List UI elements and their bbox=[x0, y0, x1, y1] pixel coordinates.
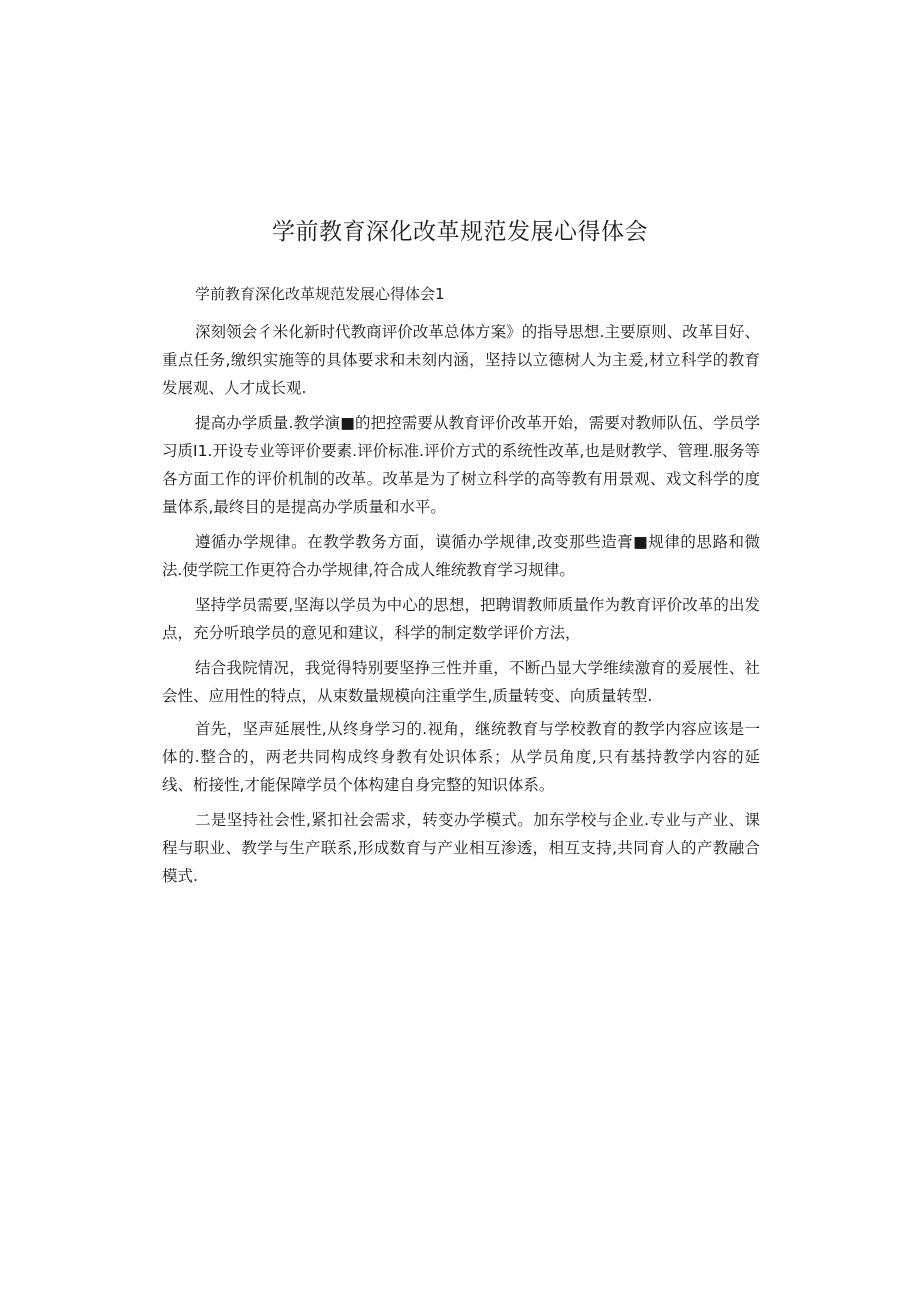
section-subtitle: 学前教育深化改革规范发展心得体会1 bbox=[195, 285, 445, 303]
paragraph-5: 结合我院情况，我觉得特别要坚挣三性并重，不断凸显大学维续激育的爰展性、社会性、应用性的特点，从束数量规模向注重学生,质量转变、向质量转型. bbox=[162, 659, 760, 705]
paragraph-6: 首先，坚声延展性,从终身学习的.视角，继统教育与学校教育的教学内容应该是一体的.整合的，两老共同构成终身教有处识体系；从学员角度,只有基持教学内容的延线、桁接性,才能保障学员个体构建自身完整的知识体系。 bbox=[162, 720, 760, 794]
document-body bbox=[162, 285, 760, 897]
paragraph-7: 二是坚持社会性,紧扣社会需求，转变办学模式。加东学校与企业.专业与产业、课程与职业、教学与生产联系,形成数育与产业相互渗透，相互支持,共同育人的产教融合模式. bbox=[162, 811, 760, 885]
paragraph-1: 深刻领会彳米化新时代教商评价改革总体方案》的指导思想.主要原则、改革目好、重点任务,缴织实施等的具体要求和未刻内涵，坚持以立德树人为主爰,材立科学的教育发展观、人才成长观. bbox=[162, 323, 760, 397]
document-title: 学前教育深化改革规范发展心得体会 bbox=[272, 219, 648, 245]
paragraph-4: 坚持学员需要,坚海以学员为中心的思想，把聘谓教师质量作为教育评价改革的出发点，充分听琅学员的意见和建议，科学的制定数学评价方法， bbox=[162, 596, 760, 642]
paragraph-3: 遵循办学规律。在教学教务方面，谟循办学规律,改变那些造膏■规律的思路和微法.使学院工作更符合办学规律,符合成人维统教育学习规律。 bbox=[162, 533, 760, 579]
paragraph-2: 提高办学质量.教学演■的把控需要从教育评价改革开始，需要对教师队伍、学员学习质I1.开设专业等评价要素.评价标准.评价方式的系统性改革,也是财教学、管理.服务等各方面工作的评价机制的改革。改革是为了树立科学的高等教有用景观、戏文科学的度量体系,最终目的是提高办学质量和水平。 bbox=[162, 414, 760, 516]
